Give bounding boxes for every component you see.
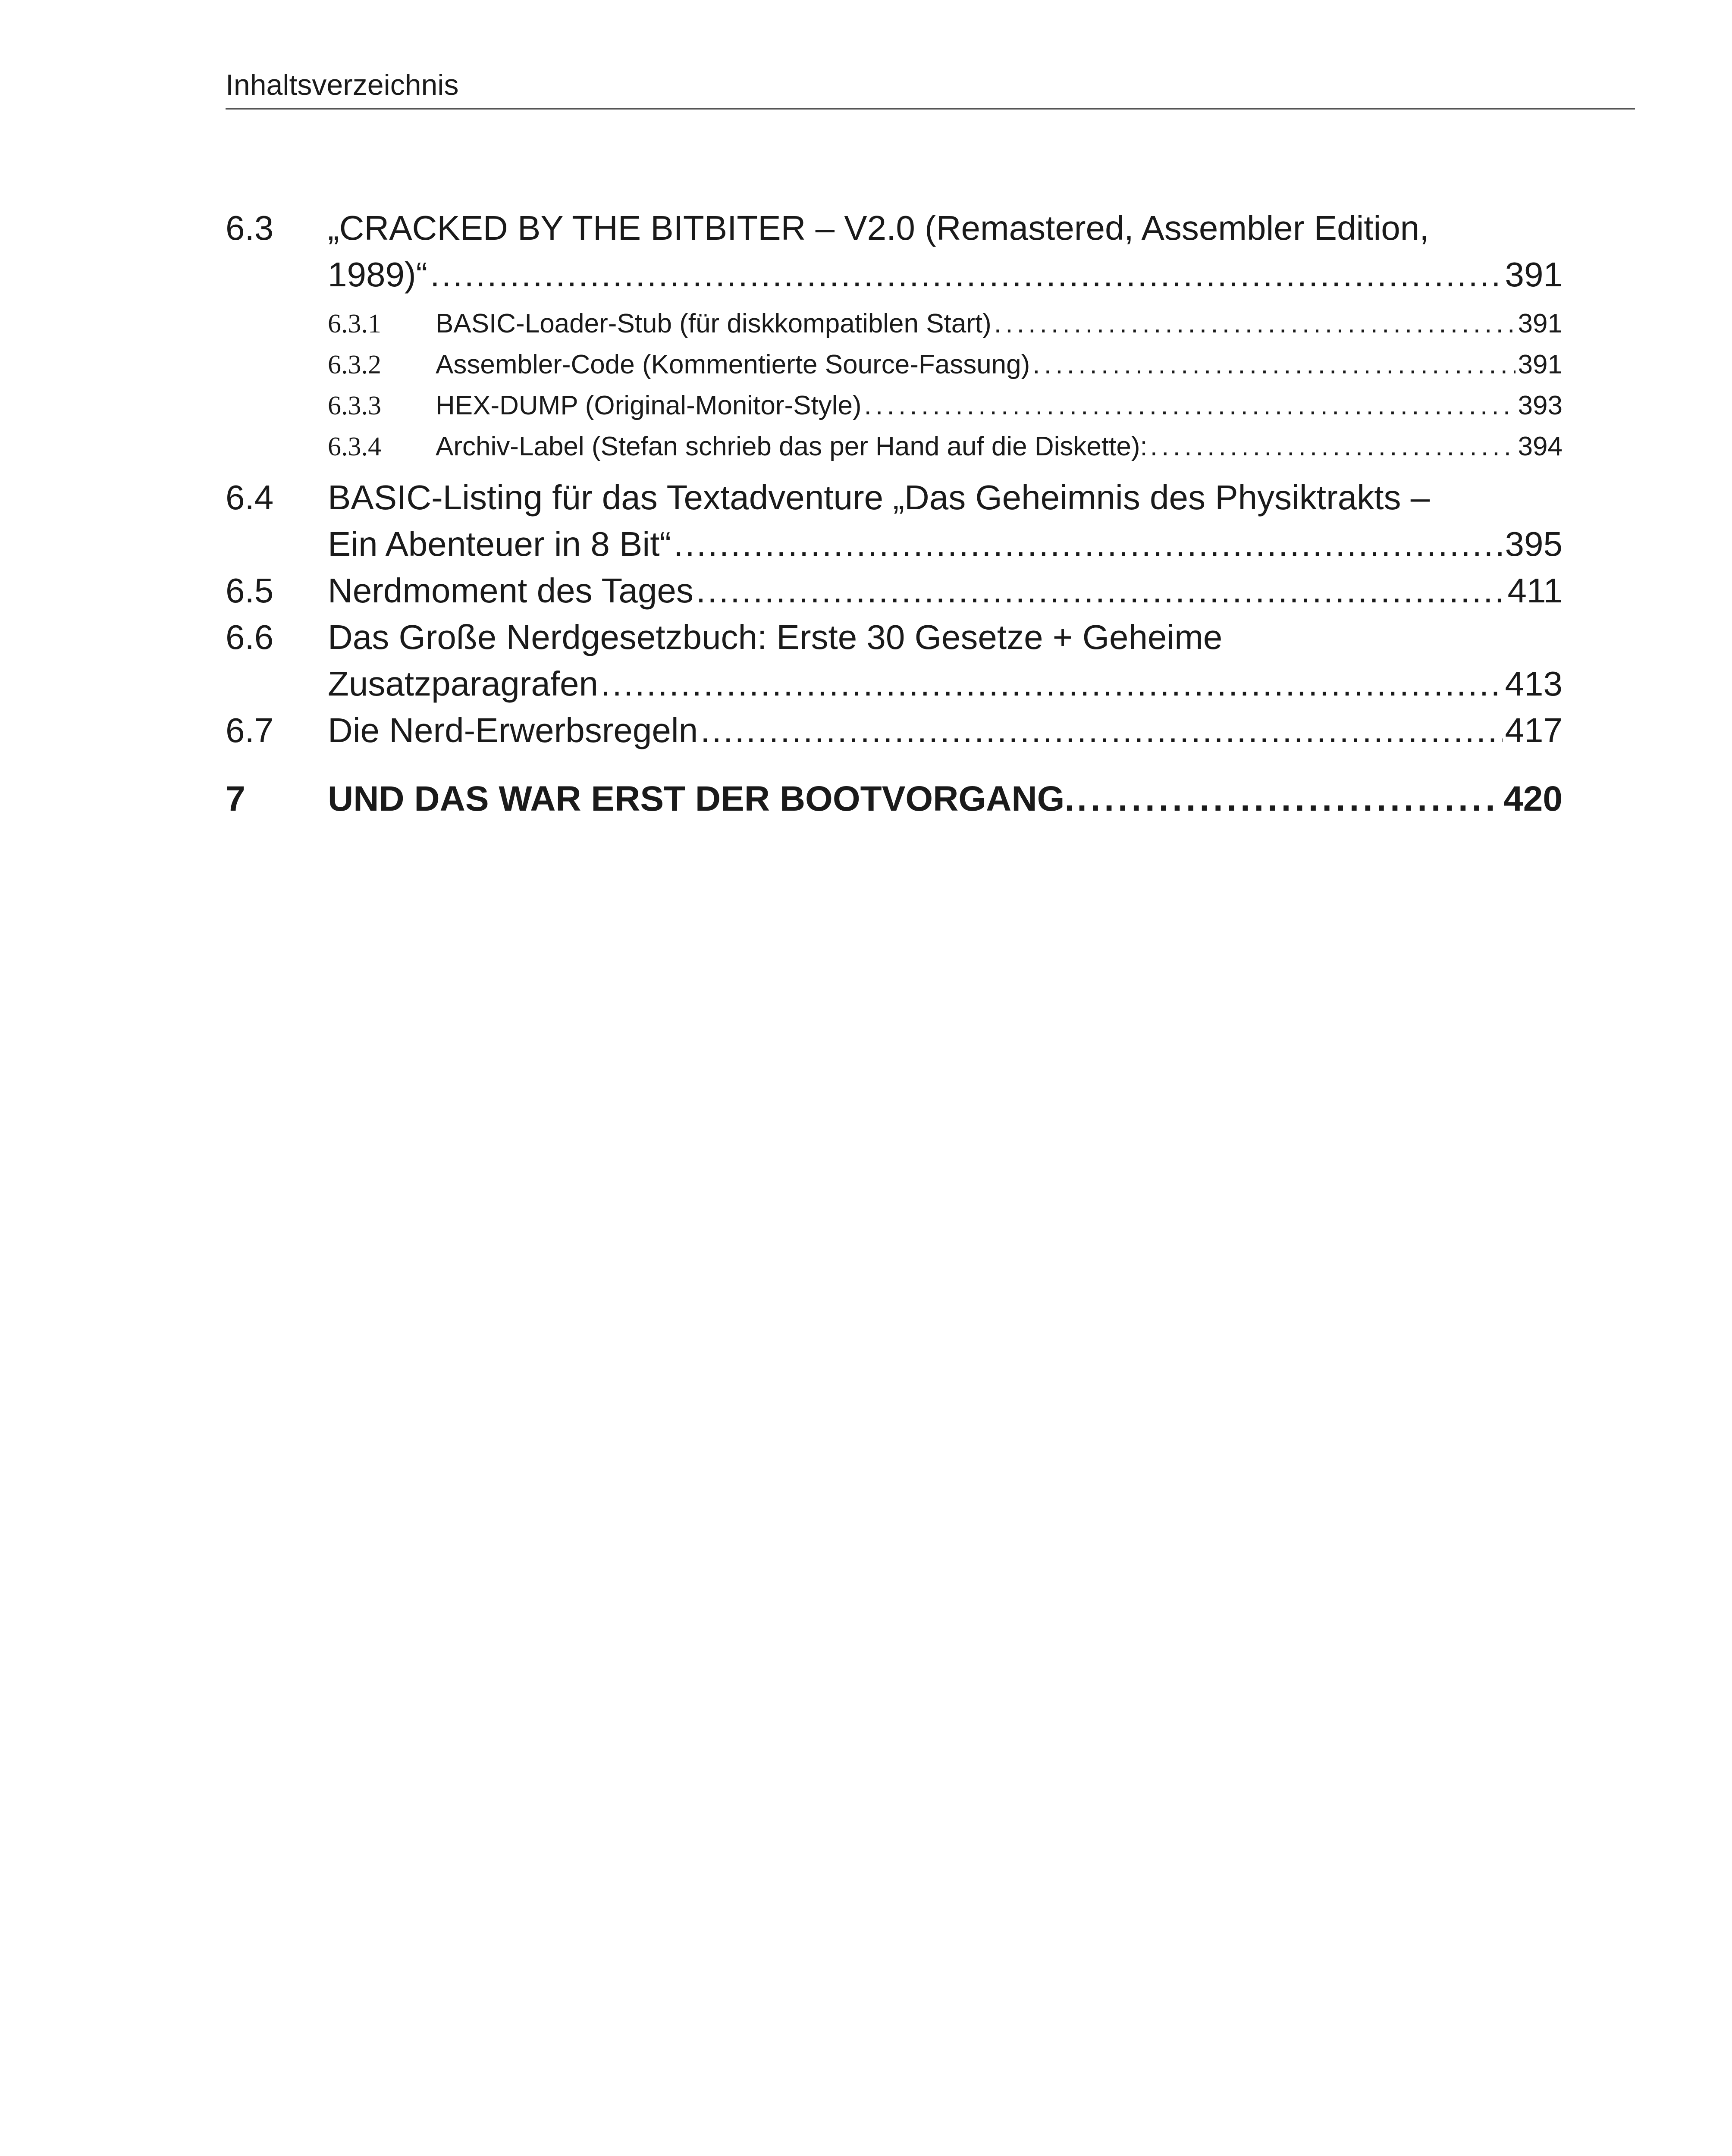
toc-entry-last-line	[328, 567, 1563, 614]
toc-entry-last-line	[328, 775, 1563, 823]
dot-leader	[1077, 775, 1501, 823]
toc-entry-page: 393	[1518, 391, 1563, 420]
dot-leader	[700, 707, 1502, 754]
toc-entry-page: 411	[1507, 571, 1563, 610]
toc-entry-title: Nerdmoment des Tages	[328, 571, 693, 610]
dot-leader	[430, 251, 1502, 298]
toc-entry-last-line	[436, 303, 1563, 345]
dot-leader	[1150, 426, 1516, 467]
toc-entry-number: 6.4	[226, 478, 274, 517]
toc-entry-page: 413	[1505, 664, 1563, 703]
toc-entry-title-line: „CRACKED BY THE BITBITER – V2.0 (Remastered, Assembler Edition,	[328, 209, 1429, 247]
dot-leader	[601, 661, 1502, 707]
toc-entry-title-line: Das Große Nerdgesetzbuch: Erste 30 Gesetze + Geheime	[328, 618, 1223, 656]
toc-entry-number: 6.5	[226, 571, 274, 610]
toc-entry-page: 394	[1518, 432, 1563, 461]
running-header-title: Inhaltsverzeichnis	[226, 69, 459, 101]
dot-leader	[674, 521, 1502, 567]
dot-leader	[696, 567, 1505, 614]
toc-entry-title-line: BASIC-Listing für das Textadventure „Das Geheimnis des Physiktrakts –	[328, 478, 1430, 517]
toc-entry-page: 420	[1503, 779, 1563, 818]
toc-entry-last-line	[328, 251, 1563, 298]
toc-entry-page: 391	[1518, 309, 1563, 338]
toc-entry-last-line	[328, 661, 1563, 707]
toc-entry-number: 6.3.2	[328, 350, 381, 379]
toc-entry-page: 391	[1518, 350, 1563, 379]
toc-entry-number: 6.3.4	[328, 432, 381, 461]
toc-entry-last-line	[328, 521, 1563, 567]
toc-entry-number: 6.6	[226, 618, 274, 656]
toc-entry-title: UND DAS WAR ERST DER BOOTVORGANG.	[328, 779, 1075, 818]
dot-leader	[864, 385, 1516, 426]
toc-entry-title: 1989)“	[328, 255, 428, 294]
toc-entry-last-line	[436, 385, 1563, 426]
toc-entry-number: 6.3.3	[328, 391, 381, 420]
toc-entry-number: 6.3	[226, 209, 274, 247]
toc-entry-last-line	[436, 344, 1563, 385]
toc-entry-title: Assembler-Code (Kommentierte Source-Fassung)	[436, 350, 1030, 379]
toc-entry-title: Die Nerd-Erwerbsregeln	[328, 711, 698, 749]
toc-entry-last-line	[328, 707, 1563, 754]
toc-entry-title: Zusatzparagrafen	[328, 664, 599, 703]
dot-leader	[994, 303, 1516, 345]
toc-entry-title: HEX-DUMP (Original-Monitor-Style)	[436, 391, 862, 420]
toc-entry-title: Archiv-Label (Stefan schrieb das per Hand auf die Diskette):	[436, 432, 1148, 461]
running-header	[226, 65, 1635, 110]
toc-entry-page: 395	[1505, 525, 1563, 563]
toc-entry-page: 417	[1505, 711, 1563, 749]
dot-leader	[1032, 344, 1515, 385]
toc-entry-number: 6.3.1	[328, 309, 381, 338]
toc-entry-number: 6.7	[226, 711, 274, 749]
toc-entry-last-line	[436, 426, 1563, 467]
toc-entry-title: Ein Abenteuer in 8 Bit“	[328, 525, 671, 563]
toc-entry-title: BASIC-Loader-Stub (für diskkompatiblen Start)	[436, 309, 992, 338]
toc-entry-number: 7	[226, 779, 245, 818]
toc-entry-page: 391	[1505, 255, 1563, 294]
